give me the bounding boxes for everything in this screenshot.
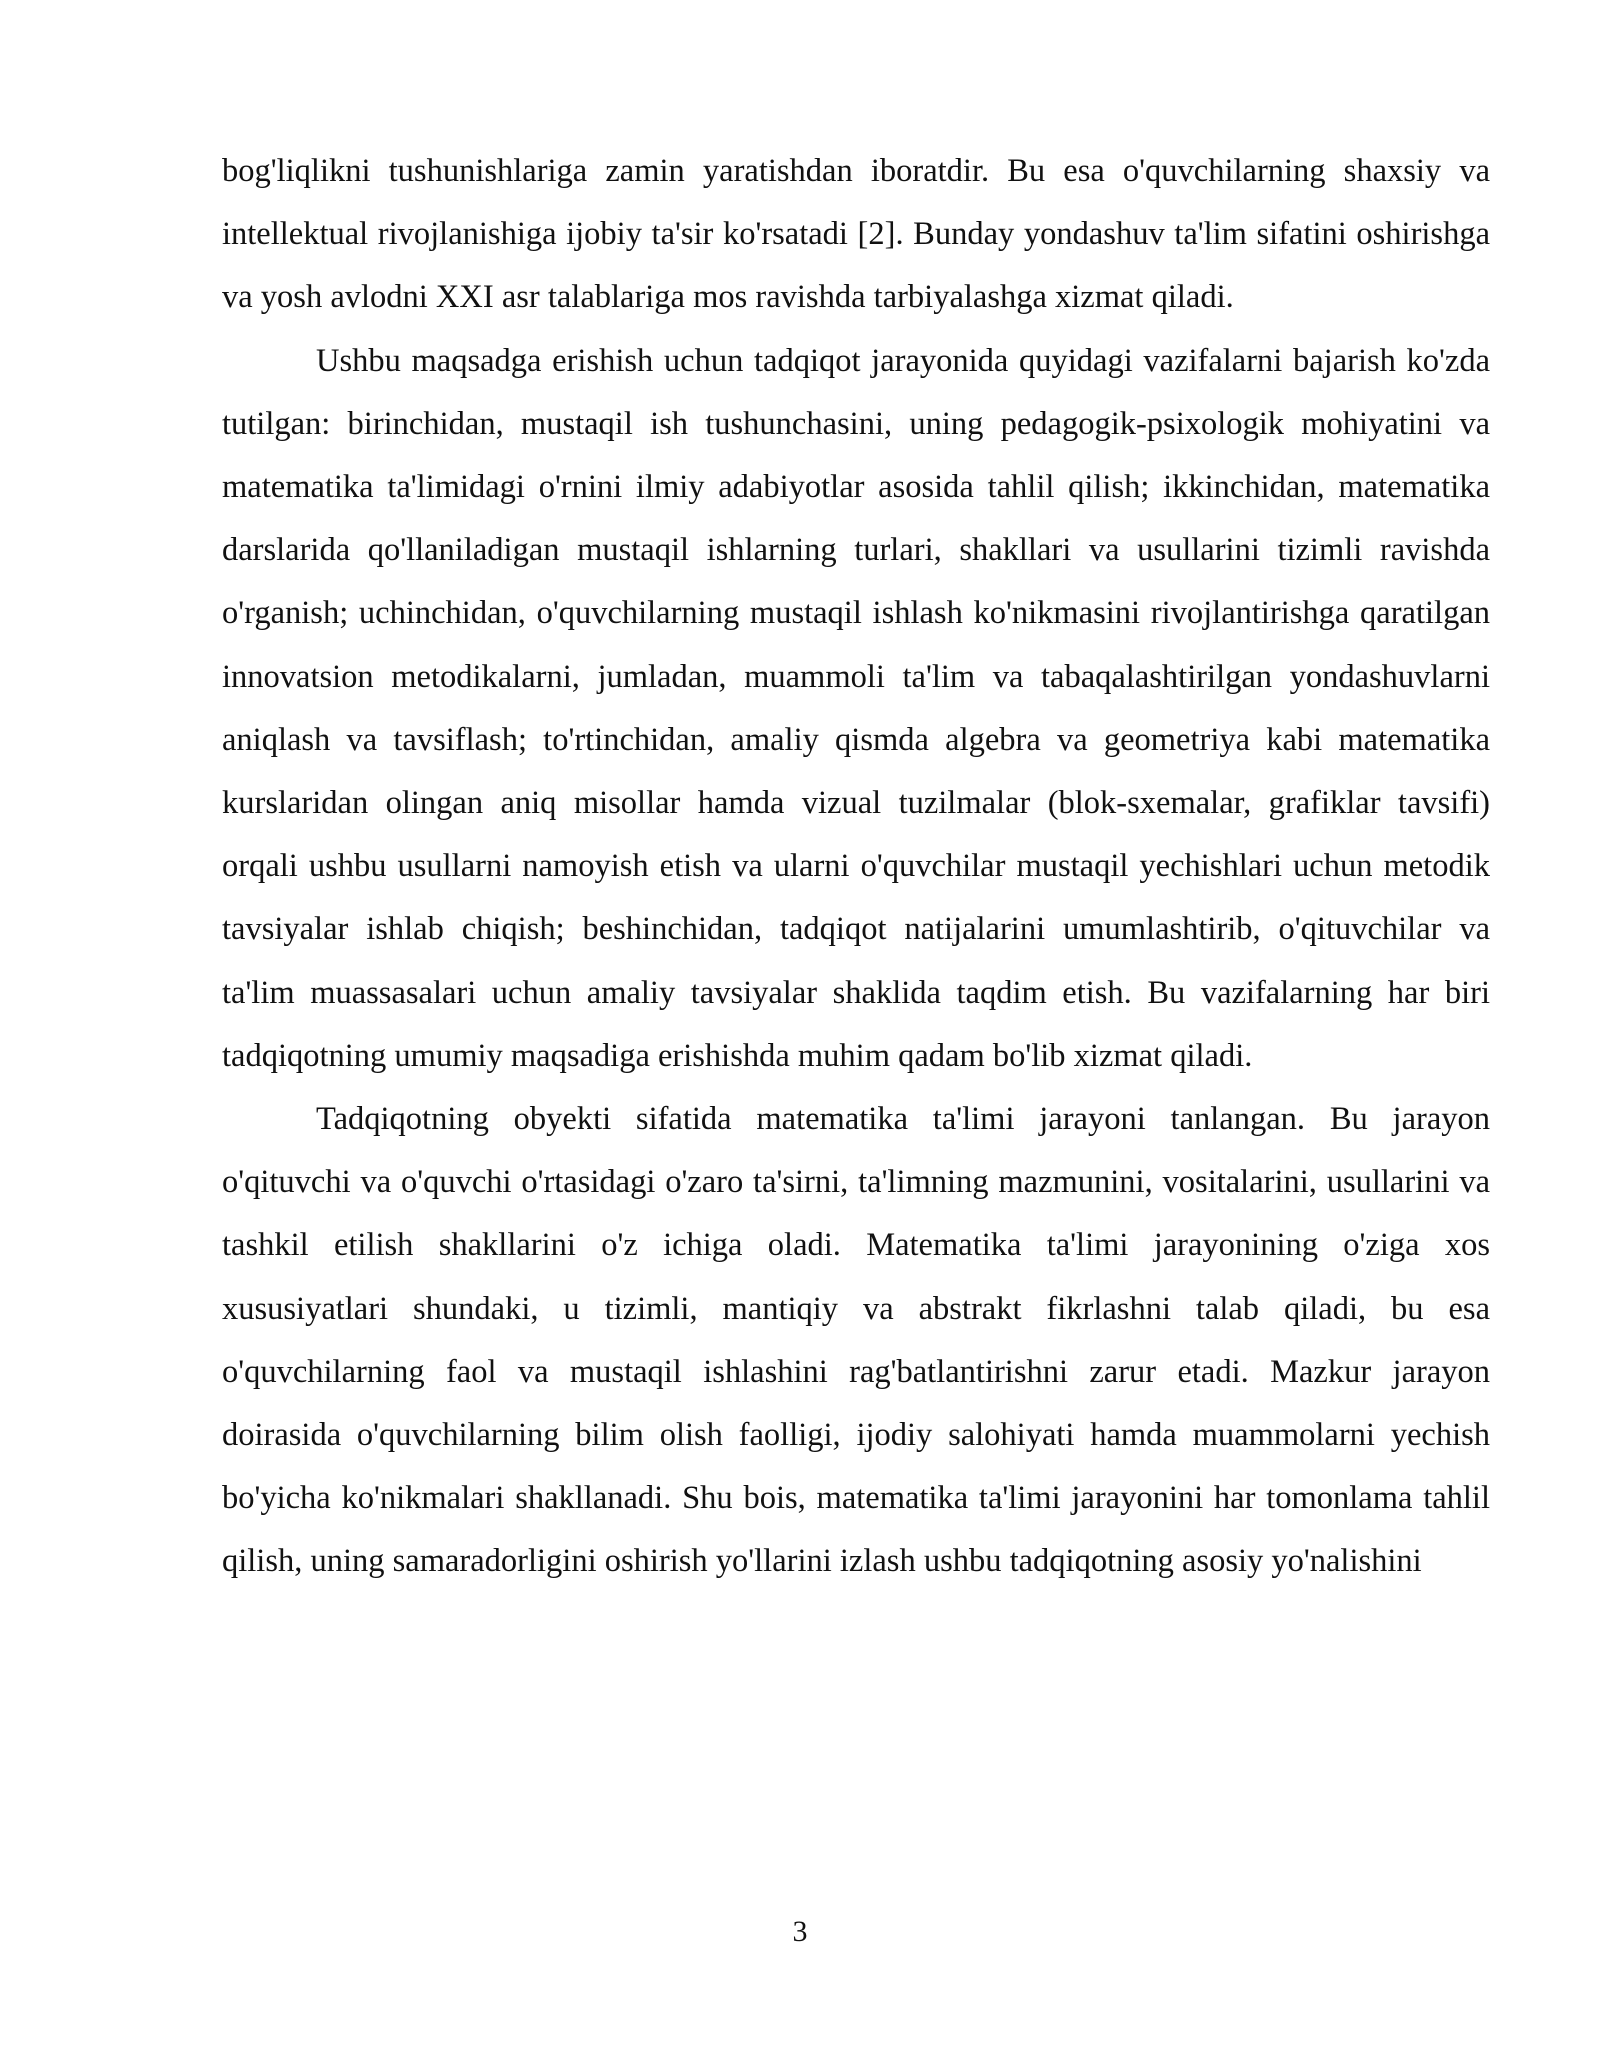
paragraph-continuation: bog'liqlikni tushunishlariga zamin yaratishdan iboratdir. Bu esa o'quvchilarning shaxsiy va intellektual rivojlanishiga ijobiy ta'sir ko'rsatadi [2]. Bunday yondashuv ta'lim sifatini oshirishga va yosh avlodni XXI asr talablariga mos ravishda tarbiyalashga xizmat qiladi. bbox=[222, 153, 1490, 316]
page-number: 3 bbox=[792, 1915, 808, 1948]
paragraph-research-object: Tadqiqotning obyekti sifatida matematika ta'limi jarayoni tanlangan. Bu jarayon o'qituvchi va o'quvchi o'rtasidagi o'zaro ta'sirni, ta'limning mazmunini, vositalarini, usullarini va tashkil etilish shakllarini o'z ichiga oladi. Matematika ta'limi jarayonining o'ziga xos xususiyatlari shundaki, u tizimli, mantiqiy va abstrakt fikrlashni talab qiladi, bu esa o'quvchilarning faol va mustaqil ishlashini rag'batlantirishni zarur etadi. Mazkur jarayon doirasida o'quvchilarning bilim olish faolligi, ijodiy salohiyati hamda muammolarni yechish bo'yicha ko'nikmalari shakllanadi. Shu bois, matematika ta'limi jarayonini har tomonlama tahlil qilish, uning samaradorligini oshirish yo'llarini izlash ushbu tadqiqotning asosiy yo'nalishini bbox=[222, 1101, 1490, 1580]
body-text bbox=[222, 140, 1490, 1594]
paragraph-tasks: Ushbu maqsadga erishish uchun tadqiqot jarayonida quyidagi vazifalarni bajarish ko'zda tutilgan: birinchidan, mustaqil ish tushunchasini, uning pedagogik-psixologik mohiyatini va matematika ta'limidagi o'rnini ilmiy adabiyotlar asosida tahlil qilish; ikkinchidan, matematika darslarida qo'llaniladigan mustaqil ishlarning turlari, shakllari va usullarini tizimli ravishda o'rganish; uchinchidan, o'quvchilarning mustaqil ishlash ko'nikmasini rivojlantirishga qaratilgan innovatsion metodikalarni, jumladan, muammoli ta'lim va tabaqalashtirilgan yondashuvlarni aniqlash va tavsiflash; to'rtinchidan, amaliy qismda algebra va geometriya kabi matematika kurslaridan olingan aniq misollar hamda vizual tuzilmalar (blok-sxemalar, grafiklar tavsifi) orqali ushbu usullarni namoyish etish va ularni o'quvchilar mustaqil yechishlari uchun metodik tavsiyalar ishlab chiqish; beshinchidan, tadqiqot natijalarini umumlashtirib, o'qituvchilar va ta'lim muassasalari uchun amaliy tavsiyalar shaklida taqdim etish. Bu vazifalarning har biri tadqiqotning umumiy maqsadiga erishishda muhim qadam bo'lib xizmat qiladi. bbox=[222, 342, 1490, 1074]
